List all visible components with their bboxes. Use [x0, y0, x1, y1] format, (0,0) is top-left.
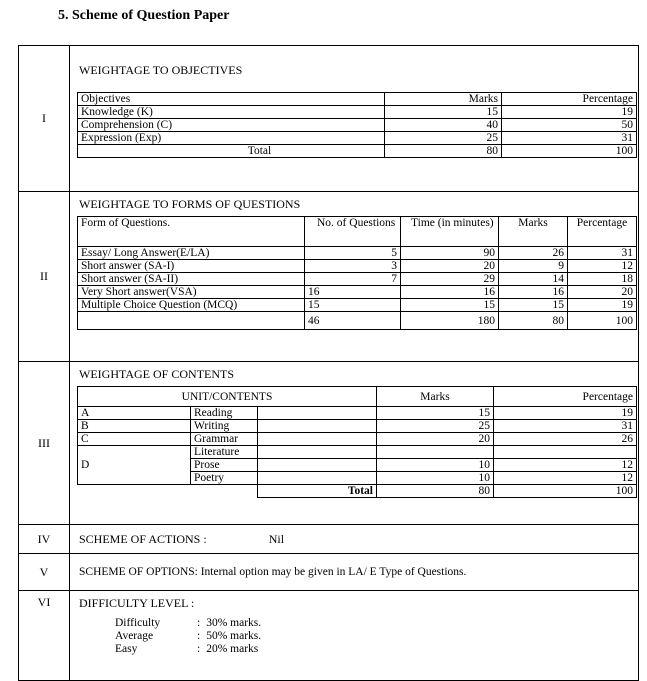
table-row: Comprehension (C) 40 50 [78, 119, 637, 132]
section-title: WEIGHTAGE OF CONTENTS [79, 367, 235, 381]
table-row: Essay/ Long Answer(E/LA) 5 90 26 31 [78, 247, 637, 260]
section-title: SCHEME OF ACTIONS : [79, 531, 207, 546]
total-row: Total 80 100 [78, 145, 637, 158]
section-number: VI [19, 591, 70, 681]
table-header: Objectives Marks Percentage [78, 93, 637, 106]
section-number: III [19, 362, 70, 525]
table-row: C Grammar 20 26 [78, 433, 637, 446]
section-title: WEIGHTAGE TO OBJECTIVES [79, 63, 243, 77]
section-number: I [19, 46, 70, 192]
table-row: Multiple Choice Question (MCQ) 15 15 15 19 [78, 299, 637, 312]
table-row: Short answer (SA-I) 3 20 9 12 [78, 260, 637, 273]
section-title: SCHEME OF OPTIONS: Internal option may be given in LA/ E Type of Questions. [79, 566, 467, 578]
section-number: II [19, 192, 70, 362]
table-row: B Writing 25 31 [78, 420, 637, 433]
table-row: D Literature [78, 446, 637, 459]
contents-table [77, 386, 637, 498]
table-header: UNIT/CONTENTS Marks Percentage [78, 387, 637, 407]
page-title: 5. Scheme of Question Paper [58, 8, 230, 23]
table-row: A Reading 15 19 [78, 407, 637, 420]
list-item: Easy : 20% marks [115, 643, 259, 655]
difficulty-list [115, 617, 267, 656]
section-value: Nil [268, 531, 285, 546]
list-item: Average : 50% marks. [115, 630, 262, 642]
table-row: Short answer (SA-II) 7 29 14 18 [78, 273, 637, 286]
section-number: IV [19, 525, 70, 554]
objectives-table [77, 92, 637, 158]
total-row: Total 80 100 [78, 485, 637, 498]
section-title: DIFFICULTY LEVEL : [79, 596, 195, 610]
table-row: Prose 10 12 [78, 459, 637, 472]
table-header: Form of Questions. No. of Questions Time (in minutes) Marks Percentage [78, 217, 637, 247]
table-row: Very Short answer(VSA) 16 16 16 20 [78, 286, 637, 299]
section-number: V [19, 554, 70, 591]
section-title: WEIGHTAGE TO FORMS OF QUESTIONS [79, 197, 301, 211]
scheme-table [18, 45, 639, 681]
total-row: 46 180 80 100 [78, 312, 637, 330]
table-row: Knowledge (K) 15 19 [78, 106, 637, 119]
table-row: Expression (Exp) 25 31 [78, 132, 637, 145]
table-row: Poetry 10 12 [78, 472, 637, 485]
list-item: Difficulty : 30% marks. [115, 617, 262, 629]
forms-table [77, 216, 637, 330]
